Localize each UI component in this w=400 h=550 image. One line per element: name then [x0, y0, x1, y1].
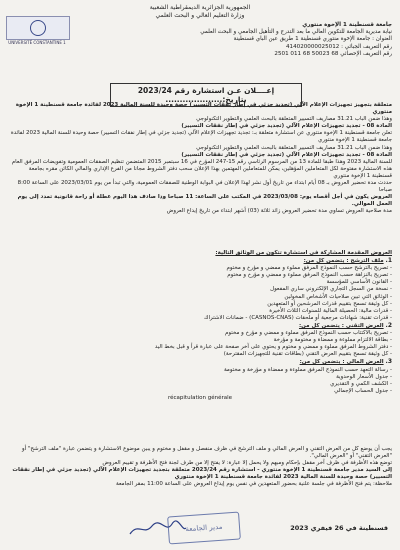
logo-label: UNIVERSITÉ CONSTANTINE 1 — [8, 40, 66, 45]
list-item-french: récapitulation générale — [167, 394, 233, 401]
section-number: 2. — [385, 321, 392, 329]
paragraph: وهذا ضمن الباب 31.21 مصاريف التسيير المتعلقة بالبحث العلمي والتطوير التكنولوجي — [196, 116, 392, 123]
list-item: - تصريح بالنزاهة حسب النموذج المرفق مملوء و ممضي و مؤرخ و مختوم — [227, 272, 392, 279]
list-item: - قدرات تقنية: شهادات مرجعية أو ملحقات (CASNOS-CNAS) - ضمانات الاشتراك — [204, 314, 392, 321]
list-item: - جدول الأسعار الوحدوية — [336, 373, 392, 380]
list-item: - بطاقة الالتزام مملوءة و ممضاة و مختومة و مؤرخة — [273, 337, 392, 344]
official-stamp: مدير الجامعة — [167, 512, 241, 545]
list-item: - كل وثيقة تسمح بتقييم العرض التقني (بطاقات تقنية للتجهيزات المقترحة) — [223, 351, 392, 358]
list-item: - الوثائق التي تبين صلاحيات الأشخاص المخولين — [284, 293, 392, 300]
issuer-line: نيابة مديرية الجامعة للتكوين العالي ما بعد التدرج و التأهيل الجامعي و البحث العلمي — [200, 29, 392, 36]
paragraph: للسنة المالية 2023 وهذا طبقا للمادة 13 من المرسوم الرئاسي رقم 15-247 المؤرخ في 16 سبتمبر 2015 المتضمن تنظيم الصفقات العمومية وتفويضات المرفق العام — [11, 158, 392, 165]
list-item: - الكشف الكمي و التقديري — [330, 380, 392, 387]
paragraph: المادة 08 - تجديد تجهيزات الإعلام الآلي (تجديد جزئي في إطار نفقات التسيير) — [181, 123, 392, 130]
paragraph: توضع هذه الأظرفة في ظرف آخر مقفل بإحكام ومبهم ولا يحمل إلا عبارة: لا يفتح إلا من طرف لجنة فتح الأظرفة و تقييم العروض — [102, 460, 392, 467]
paragraph: العروض يكون في أجل أقصاه يوم: 2023/03/08 في المكتب على الساعة: 11 صباحا وذا صادف هذا اليوم عطلة أو راحة قانونية تمدد إلى يوم العمل الموالي. — [17, 194, 392, 208]
closing-paragraphs — [8, 446, 392, 489]
announcement-title: إعــــلان عـن استشارة رقم 2023/24 بتاريخ:.................... — [110, 83, 302, 107]
issuer-line: رقم التعريف الإحصائي 68 50023 68 011 2501 — [274, 50, 392, 57]
documents-section — [8, 250, 392, 402]
paragraph: المادة 08 - تجديد تجهيزات الإعلام الآلي (تجديد جزئي في إطار نفقات التسيير) — [181, 151, 392, 158]
logo-emblem-icon — [30, 20, 46, 36]
list-item: - كل وثيقة تسمح بتقييم قدرات المرشحين أو المتعهدين — [267, 300, 392, 307]
header-line-2: وزارة التعليم العالي و البحث العلمي — [155, 12, 245, 19]
paragraph: يجب أن يوضع كل من العرض التقني و العرض المالي و ملف الترشح في ظرف منفصل و مقفل و مختوم و يبين موضوع الاستشارة و يتضمن عبارة "ملف الترشح" أو "العرض التقني" أو "العرض المالي". — [21, 446, 392, 460]
paragraph: هذه الاستشارة مفتوحة لكل المتعاملين المؤهلين، يمكن للمتعاملين المهتمين بهذا الإعلان سحب دفتر الشروط مجانا من الفرع الإداري والمالي الكائن مقره بجامعة قسنطينة 1 الإخوة منتوري — [28, 165, 392, 179]
paragraph: وهذا ضمن الباب 31.21 مصاريف التسيير المتعلقة بالبحث العلمي والتطوير التكنولوجي — [196, 144, 392, 151]
issuer-line: رقم التعريف الجبائي : 414020000025012 — [285, 43, 392, 50]
place-date: قسنطينة في 26 فيفري 2023 — [290, 524, 388, 532]
section-title: العرض المالي : يتضمن كل من: — [299, 359, 384, 366]
paragraph: تعلن جامعة قسنطينة 1 الإخوة منتوري عن استشارة متعلقة بـ: تجديد تجهيزات الإعلام الآلي (تجديد جزئي في إطار نفقات التسيير) حصة وحيدة للسنة المالية 2023 لفائدة جامعة قسنطينة 1 الإخوة منتوري — [10, 130, 392, 144]
section-title: ملف الترشح : يتضمن كل من: — [303, 258, 384, 265]
issuer-line: جامعة قسنطينة 1 الإخوة منتوري — [302, 22, 392, 28]
header-line-1: الجمهورية الجزائرية الديمقراطية الشعبية — [149, 4, 251, 11]
list-item: - دفتر الشروط المرفق مملوء و ممضي و مختوم و يحتوي على آخر صفحة على عبارة قرأ و قبل بخط اليد — [154, 344, 392, 351]
issuer-block — [92, 22, 392, 58]
section-number: 1. — [385, 257, 392, 265]
section-number: 3. — [385, 358, 392, 366]
intro-paragraphs — [8, 102, 392, 216]
list-item: - رسالة التعهد حسب النموذج المرفق مملوءة و ممضاة و مؤرخة و مختومة — [223, 366, 392, 373]
list-item: - قدرات مالية: الحصيلة المالية للسنوات الثلاث الأخيرة — [269, 307, 392, 314]
section-heading: العروض المقدمة المشاركة في استشارة تتكون من الوثائق التالية: — [215, 250, 392, 256]
signature-row — [8, 518, 392, 544]
university-logo — [6, 16, 70, 40]
list-item: - جدول الحساب الإجمالي — [334, 387, 392, 394]
paragraph: حددت مدة تحضير العروض بـ 08 أيام ابتداء من تاريخ أول نشر لهذا الإعلان في البوابة الوطنية للصفقات العمومية، والتي تبدأ من يوم 2023/03/01 على الساعة 8:00 صباحا — [17, 180, 392, 194]
paragraph: متعلقة بتجهيز تجهيزات الإعلام الآلي (تجديد جزئي في إطار نفقات التسيير) حصة وحيدة للسنة المالية 2023 لفائدة جامعة قسنطينة 1 الإخوة منتوري — [15, 102, 392, 116]
list-item: - تصريح بالترشح حسب النموذج المرفق مملوء و ممضي و مؤرخ و مختوم — [226, 265, 392, 272]
note: ملاحظة: يتم فتح الأظرفة في جلسة علنية بحضور المتعهدين في نفس يوم إيداع العروض على الساعة 11:00 بمقر الجامعة — [116, 481, 392, 488]
paragraph: مدة صلاحية العروض تساوي مدة تحضير العروض زائد ثلاثة (03) أشهر ابتداء من تاريخ إيداع العروض — [166, 208, 392, 215]
section-title: العرض التقني : يتضمن كل من: — [298, 322, 384, 329]
paragraph: إلى السيد مدير جامعة قسنطينة 1 الإخوة منتوري - استشارة رقم 2023/24 متعلقة بتجديد تجهيزات الإعلام الآلي (تجديد جزئي في إطار نفقات التسيير) حصة وحيدة للسنة المالية 2023 لفائدة جامعة قسنطينة 1 الإخوة منتوري — [12, 467, 392, 481]
list-item: - القانون الأساسي للمؤسسة — [326, 279, 392, 286]
list-item: - تصريح بالاكتتاب حسب النموذج المرفق مملوء و ممضي و مؤرخ و مختوم — [225, 330, 392, 337]
issuer-line: العنوان : جامعة الإخوة منتوري قسنطينة 1 طريق عين الباي قسنطينة — [233, 36, 392, 43]
list-item: - نسخة من السجل التجاري الإلكتروني ساري المفعول — [270, 286, 392, 293]
